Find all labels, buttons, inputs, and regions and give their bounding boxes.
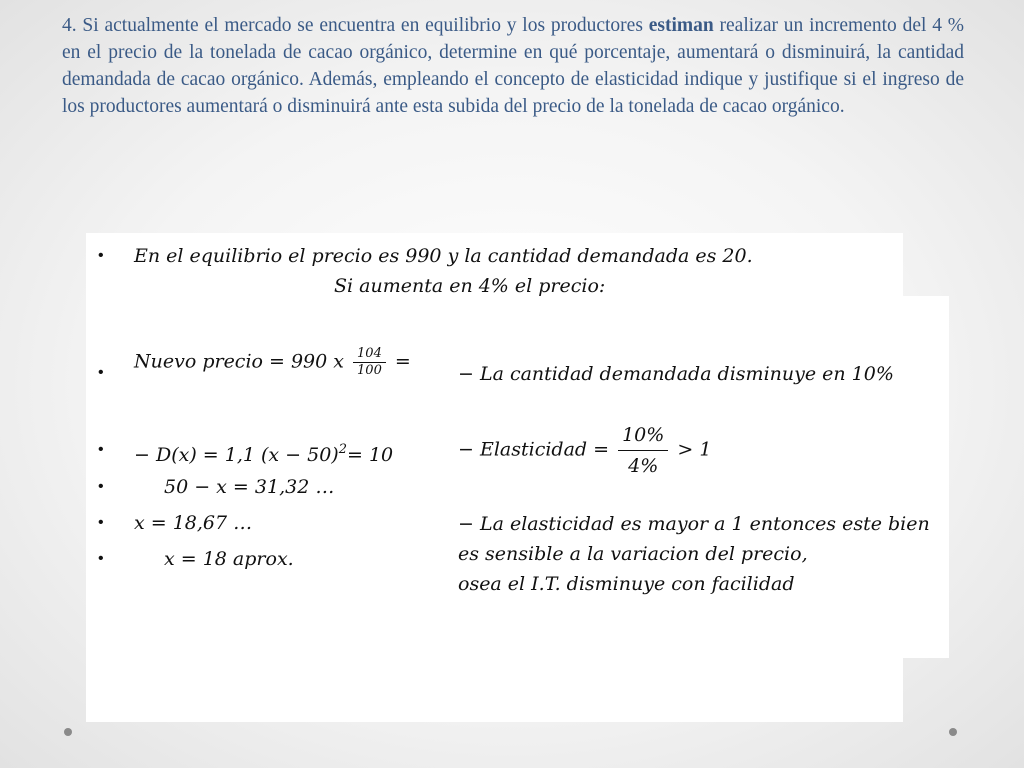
new-price-lhs: Nuevo precio = 990 x [134, 350, 344, 373]
elasticity-equation [458, 420, 711, 481]
demand-equation [134, 437, 393, 468]
step-1: 50 − x = 31,32 … [164, 476, 335, 498]
elasticity-fraction [618, 420, 668, 481]
demand-exponent: 2 [338, 442, 347, 457]
problem-text-part2: realizar un incremento del 4 % en el precio de la tonelada de cacao orgánico, determine en qué porcentaje, aumentará o disminuirá, la cantidad demandada de cacao orgánico. Además, empleando el concepto de elasticidad indique y justifique si el ingreso de los productores aumentará o disminuirá ante esta subida del precio de la tonelada de cacao orgánico. [62, 15, 965, 117]
bullet: • [98, 247, 104, 264]
elasticity-numerator: 10% [618, 420, 668, 451]
elasticity-lhs: − Elasticidad = [458, 438, 610, 461]
conclusion-line-3: osea el I.T. disminuye con facilidad [458, 573, 795, 595]
new-price-rhs: = [394, 350, 411, 373]
new-price-fraction [353, 346, 386, 379]
new-price-denominator: 100 [357, 363, 382, 378]
equilibrium-line: En el equilibrio el precio es 990 y la cantidad demandada es 20. [134, 245, 753, 267]
demand-rhs: = 10 [347, 444, 394, 466]
slide-corner-dot-right [949, 728, 957, 736]
elasticity-rhs: > 1 [677, 438, 712, 461]
problem-text-part1: 4. Si actualmente el mercado se encuentra en equilibrio y los productores [62, 15, 643, 36]
bullet: • [98, 364, 104, 381]
conclusion-line-1: − La elasticidad es mayor a 1 entonces este bien [458, 513, 930, 535]
step-2: x = 18,67 … [134, 512, 253, 534]
step-3: x = 18 aprox. [164, 548, 294, 570]
bullet: • [98, 478, 104, 495]
demand-lhs: − D(x) = 1,1 (x − 50) [134, 444, 339, 466]
bullet: • [98, 550, 104, 567]
bullet: • [98, 514, 104, 531]
new-price-equation [134, 346, 411, 379]
bullet: • [98, 441, 104, 458]
price-increase-line: Si aumenta en 4% el precio: [334, 275, 606, 297]
new-price-numerator: 104 [353, 346, 386, 363]
quantity-decrease-line: − La cantidad demandada disminuye en 10% [458, 363, 894, 385]
elasticity-denominator: 4% [628, 455, 659, 477]
problem-bold-word: estiman [648, 15, 714, 36]
slide-corner-dot-left [64, 728, 72, 736]
problem-statement [62, 12, 964, 120]
conclusion-line-2: es sensible a la variacion del precio, [458, 543, 808, 565]
